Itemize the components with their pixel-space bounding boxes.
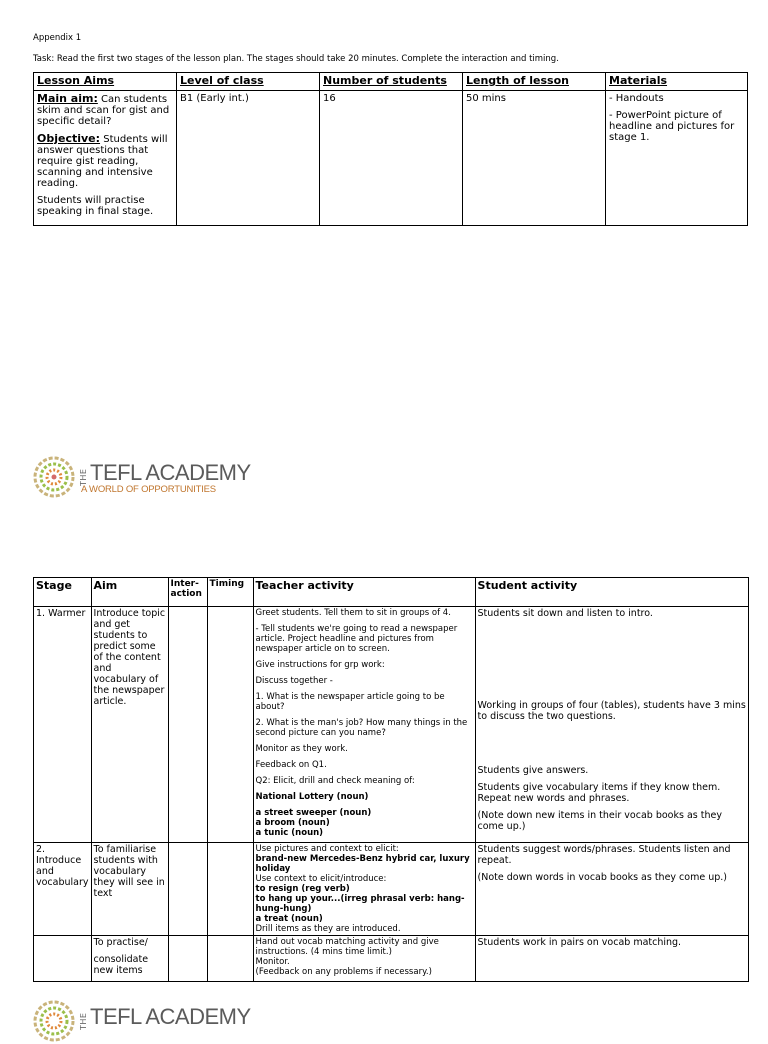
vocab-item: a street sweeper (noun) — [255, 808, 372, 818]
lesson-plan-table — [33, 577, 749, 982]
plan-row-practice — [34, 936, 749, 982]
objective-text: Students will answer questions that require gist reading, scanning and intensive reading. — [37, 134, 168, 189]
teacher-step: Use pictures and context to elicit: — [255, 844, 399, 854]
teacher-step: (Feedback on any problems if necessary.) — [255, 967, 432, 977]
student-step: Students sit down and listen to intro. — [477, 608, 653, 619]
student-step: Working in groups of four (tables), students have 3 mins to discuss the two questions. — [477, 700, 746, 722]
logo-name: TEFL ACADEMY — [90, 460, 251, 485]
teacher-activity-cell — [253, 607, 475, 843]
header-interaction: Inter-action — [168, 578, 207, 607]
student-activity-cell — [475, 607, 748, 843]
header-materials: Materials — [606, 73, 748, 91]
teacher-step: Drill items as they are introduced. — [255, 924, 401, 934]
main-aim — [37, 93, 173, 127]
tefl-academy-logo-mark-icon — [33, 456, 75, 498]
plan-header-row — [34, 578, 749, 607]
student-step: Students give vocabulary items if they know them. Repeat new words and phrases. — [477, 782, 721, 804]
interaction-cell[interactable] — [168, 936, 207, 982]
teacher-step: Hand out vocab matching activity and give instructions. (4 mins time limit.) — [255, 937, 439, 957]
teacher-activity-cell — [253, 936, 475, 982]
header-level: Level of class — [177, 73, 320, 91]
aims-body-row — [34, 91, 748, 226]
logo-the: THE — [79, 468, 88, 486]
vocab-item: brand-new Mercedes-Benz hybrid car, luxury holiday — [255, 854, 470, 874]
teacher-activity-cell — [253, 843, 475, 936]
timing-cell[interactable] — [207, 843, 253, 936]
header-teacher-activity: Teacher activity — [253, 578, 475, 607]
vocab-item: to hang up your...(irreg phrasal verb: hang-hung-hung) — [255, 894, 465, 914]
plan-row-warmer — [34, 607, 749, 843]
student-step: Students suggest words/phrases. Students listen and repeat. — [477, 844, 731, 866]
lesson-aims-cell — [34, 91, 177, 226]
aim-line: consolidate new items — [93, 954, 149, 976]
header-student-activity: Student activity — [475, 578, 748, 607]
lesson-aims-table — [33, 72, 748, 226]
vocab-item: a treat (noun) — [255, 914, 323, 924]
appendix-heading: Appendix 1 — [33, 33, 82, 43]
aim-line: To practise/ — [93, 937, 148, 948]
header-stage: Stage — [34, 578, 92, 607]
material-item: - PowerPoint picture of headline and pictures for stage 1. — [609, 110, 735, 143]
stage-cell: 1. Warmer — [34, 607, 92, 843]
level-cell: B1 (Early int.) — [177, 91, 320, 226]
aim-cell — [91, 936, 168, 982]
tefl-academy-logo-footer — [33, 1000, 251, 1044]
stage-cell — [34, 936, 92, 982]
interaction-cell[interactable] — [168, 843, 207, 936]
vocab-item: National Lottery (noun) — [255, 792, 369, 802]
teacher-step: Greet students. Tell them to sit in groups of 4. — [255, 608, 451, 618]
teacher-step: Monitor. — [255, 957, 290, 967]
speaking-text: Students will practise speaking in final stage. — [37, 195, 154, 217]
vocab-item: a tunic (noun) — [255, 828, 324, 838]
main-aim-label: Main aim: — [37, 92, 98, 105]
timing-cell[interactable] — [207, 936, 253, 982]
header-length: Length of lesson — [463, 73, 606, 91]
teacher-step: 2. What is the man's job? How many things in the second picture can you name? — [255, 718, 468, 738]
vocab-item: a broom (noun) — [255, 818, 330, 828]
logo-the: THE — [79, 1012, 88, 1030]
logo-name: TEFL ACADEMY — [90, 1004, 251, 1029]
teacher-step: Discuss together - — [255, 676, 333, 686]
teacher-step: Give instructions for grp work: — [255, 660, 385, 670]
student-activity-cell: Students work in pairs on vocab matching. — [475, 936, 748, 982]
aims-header-row — [34, 73, 748, 91]
timing-cell[interactable] — [207, 607, 253, 843]
plan-row-vocabulary — [34, 843, 749, 936]
materials-cell — [606, 91, 748, 226]
interaction-cell[interactable] — [168, 607, 207, 843]
objective-label: Objective: — [37, 132, 101, 145]
teacher-step: - Tell students we're going to read a newspaper article. Project headline and pictures from newspaper article on to screen. — [255, 624, 458, 654]
student-step: (Note down new items in their vocab books as they come up.) — [477, 810, 722, 832]
student-step: (Note down words in vocab books as they come up.) — [477, 872, 727, 883]
material-item: - Handouts — [609, 93, 664, 104]
length-cell: 50 mins — [463, 91, 606, 226]
student-step: Students give answers. — [477, 765, 589, 776]
aim-cell: Introduce topic and get students to predict some of the content and vocabulary of the newspaper article. — [91, 607, 168, 843]
teacher-step: Use context to elicit/introduce: — [255, 874, 387, 884]
tefl-academy-logo — [33, 456, 251, 500]
header-timing: Timing — [207, 578, 253, 607]
vocab-item: to resign (reg verb) — [255, 884, 350, 894]
teacher-step: Feedback on Q1. — [255, 760, 327, 770]
teacher-step: Q2: Elicit, drill and check meaning of: — [255, 776, 415, 786]
header-number-students: Number of students — [320, 73, 463, 91]
aim-cell: To familiarise students with vocabulary they will see in text — [91, 843, 168, 936]
students-cell: 16 — [320, 91, 463, 226]
tefl-academy-logo-mark-icon — [33, 1000, 75, 1042]
stage-cell: 2. Introduce and vocabulary — [34, 843, 92, 936]
objective — [37, 133, 173, 189]
logo-tagline: A WORLD OF OPPORTUNITIES — [81, 484, 216, 495]
task-instructions: Task: Read the first two stages of the lesson plan. The stages should take 20 minutes. Complete the interaction and timing. — [33, 54, 559, 64]
teacher-step: Monitor as they work. — [255, 744, 348, 754]
header-aim: Aim — [91, 578, 168, 607]
student-activity-cell — [475, 843, 748, 936]
header-lesson-aims: Lesson Aims — [34, 73, 177, 91]
main-aim-text: Can students skim and scan for gist and specific detail? — [37, 94, 170, 127]
teacher-step: 1. What is the newspaper article going to be about? — [255, 692, 445, 712]
